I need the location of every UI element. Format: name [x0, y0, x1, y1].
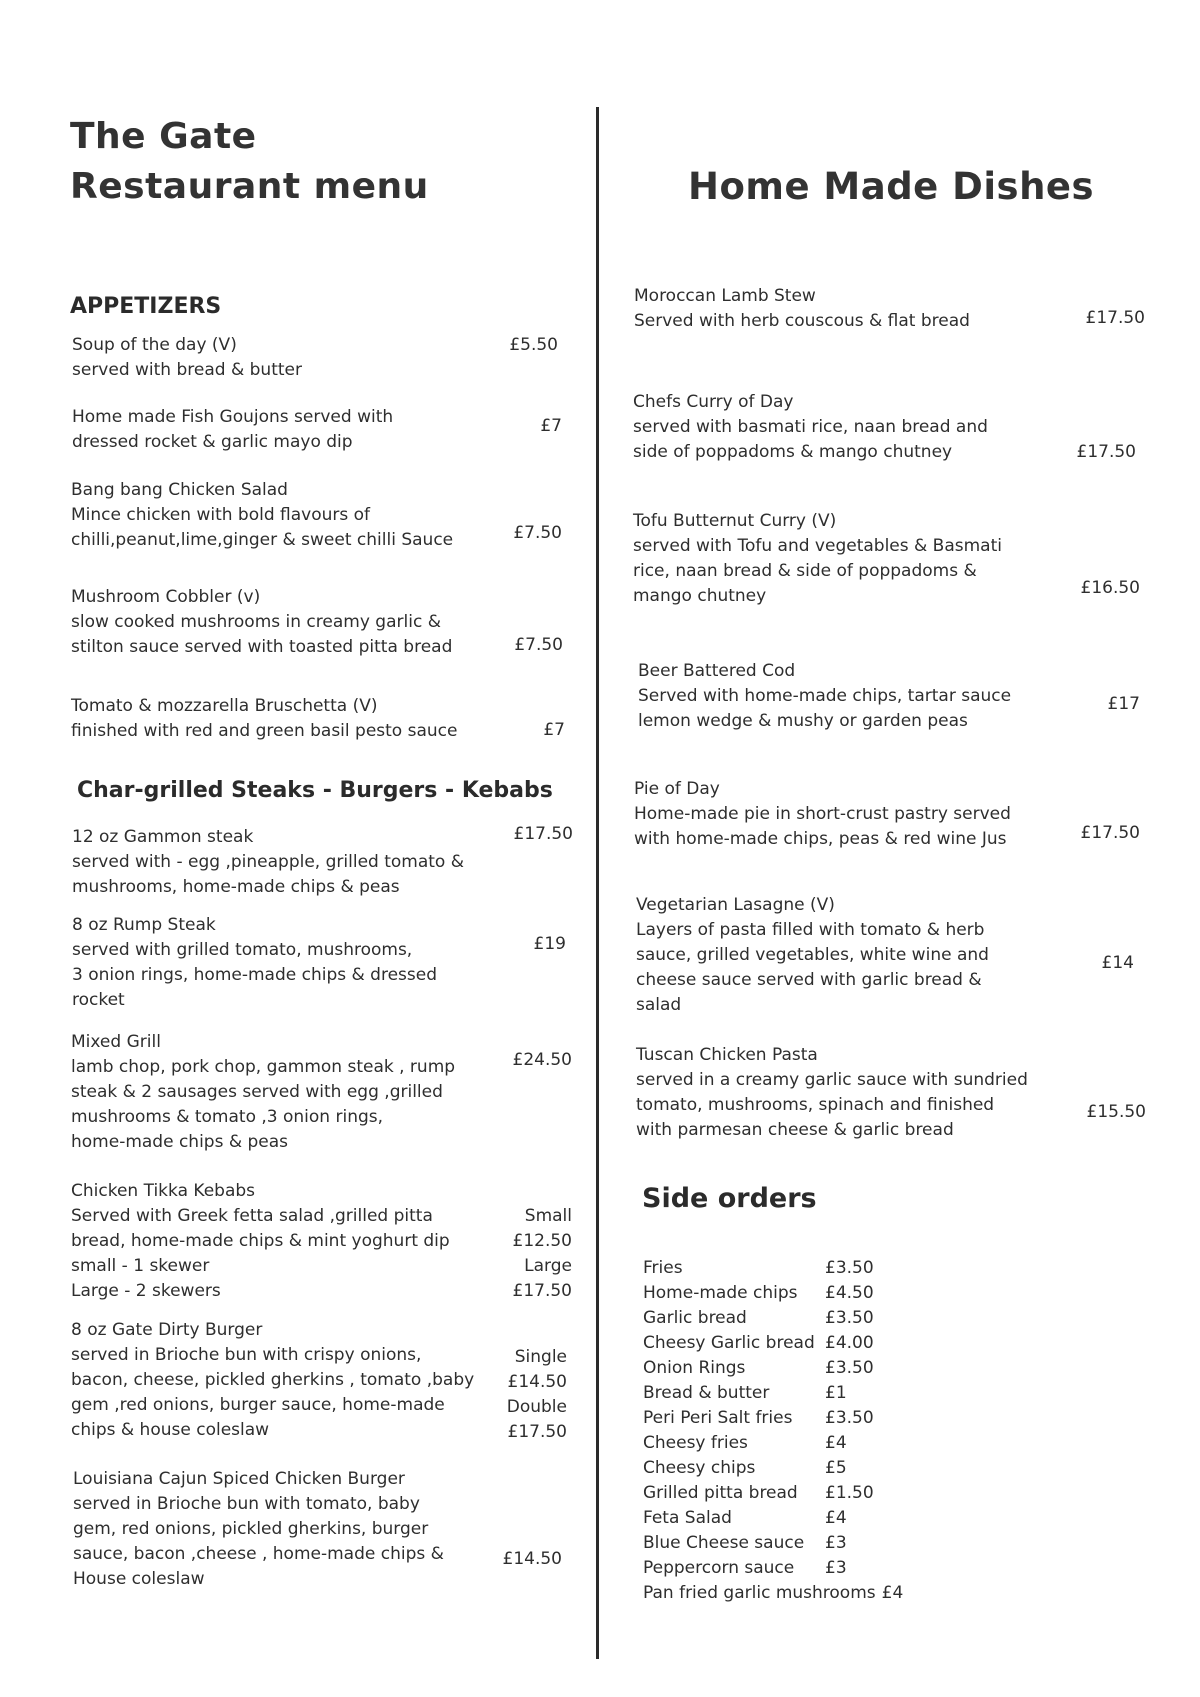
side-name: Onion Rings [643, 1358, 746, 1378]
menu-item [73, 1467, 444, 1592]
menu-item [71, 1318, 474, 1443]
item-name: 8 oz Rump Steak [72, 915, 216, 935]
item-price: £17.50 [513, 824, 573, 844]
side-item [643, 1506, 903, 1531]
item-name: Tomato & mozzarella Bruschetta (V) [71, 696, 378, 716]
side-item [643, 1256, 903, 1281]
size-price: £17.50 [512, 1281, 572, 1301]
side-price: £5 [825, 1458, 847, 1478]
item-desc: steak & 2 sausages served with egg ,grilled [71, 1082, 443, 1102]
item-name: 12 oz Gammon steak [72, 827, 254, 847]
item-desc: Mince chicken with bold flavours of [71, 505, 371, 525]
item-price-options [507, 1345, 567, 1445]
item-name: Tuscan Chicken Pasta [636, 1045, 818, 1065]
side-item [643, 1431, 903, 1456]
item-desc: served in Brioche bun with tomato, baby [73, 1494, 420, 1514]
item-desc: finished with red and green basil pesto sauce [71, 721, 458, 741]
side-price: £1.50 [825, 1483, 874, 1503]
item-name: Beer Battered Cod [638, 661, 796, 681]
item-desc: with home-made chips, peas & red wine Jus [634, 829, 1007, 849]
side-price: £4.00 [825, 1333, 874, 1353]
item-desc: gem ,red onions, burger sauce, home-made [71, 1395, 445, 1415]
item-desc: gem, red onions, pickled gherkins, burger [73, 1519, 429, 1539]
item-desc: Served with home-made chips, tartar sauce [638, 686, 1012, 706]
item-desc: with parmesan cheese & garlic bread [636, 1120, 954, 1140]
item-price: £14 [1101, 953, 1134, 973]
side-item [643, 1381, 903, 1406]
item-desc: House coleslaw [73, 1569, 205, 1589]
side-name: Cheesy chips [643, 1458, 756, 1478]
item-price: £17.50 [1085, 308, 1145, 328]
item-desc: home-made chips & peas [71, 1132, 289, 1152]
grill-heading: Char-grilled Steaks - Burgers - Kebabs [77, 778, 553, 803]
side-price: £3.50 [825, 1258, 874, 1278]
item-desc: chips & house coleslaw [71, 1420, 270, 1440]
item-name: Home made Fish Goujons served with [72, 407, 394, 427]
item-desc: sauce, grilled vegetables, white wine and [636, 945, 989, 965]
side-item [643, 1481, 903, 1506]
item-name: Vegetarian Lasagne (V) [636, 895, 835, 915]
side-item [643, 1331, 903, 1356]
menu-item [634, 777, 1011, 852]
side-name: Cheesy fries [643, 1433, 748, 1453]
menu-item [71, 585, 452, 660]
item-price: £17 [1107, 694, 1140, 714]
side-item [643, 1556, 903, 1581]
menu-item [71, 1179, 450, 1304]
menu-item [72, 405, 393, 455]
item-price: £7.50 [514, 635, 563, 655]
item-desc: slow cooked mushrooms in creamy garlic & [71, 612, 441, 632]
side-orders-list [643, 1256, 903, 1606]
item-desc: side of poppadoms & mango chutney [633, 442, 953, 462]
item-desc: sauce, bacon ,cheese , home-made chips & [73, 1544, 444, 1564]
menu-item [71, 1030, 455, 1155]
menu-item [72, 913, 437, 1013]
side-item [643, 1456, 903, 1481]
item-name: Mixed Grill [71, 1032, 161, 1052]
size-label: Large [524, 1256, 572, 1276]
item-desc: 3 onion rings, home-made chips & dressed [72, 965, 437, 985]
item-desc: lemon wedge & mushy or garden peas [638, 711, 968, 731]
item-desc: lamb chop, pork chop, gammon steak , rump [71, 1057, 456, 1077]
item-desc: salad [636, 995, 682, 1015]
side-name: Feta Salad [643, 1508, 732, 1528]
item-price: £19 [533, 934, 566, 954]
side-price: £3 [825, 1558, 847, 1578]
size-label: Small [524, 1206, 572, 1226]
item-name: Soup of the day (V) [72, 335, 237, 355]
side-item [643, 1356, 903, 1381]
item-price: £7 [540, 416, 562, 436]
item-desc: served in Brioche bun with crispy onions, [71, 1345, 422, 1365]
item-desc: stilton sauce served with toasted pitta bread [71, 637, 453, 657]
side-price: £3.50 [825, 1408, 874, 1428]
side-price: £3.50 [825, 1308, 874, 1328]
side-price: £3.50 [825, 1358, 874, 1378]
size-price: £17.50 [507, 1422, 567, 1442]
side-price: £4 [881, 1583, 904, 1603]
item-desc: mushrooms & tomato ,3 onion rings, [71, 1107, 384, 1127]
item-name: 8 oz Gate Dirty Burger [71, 1320, 263, 1340]
side-name: Garlic bread [643, 1308, 747, 1328]
item-desc: bacon, cheese, pickled gherkins , tomato ,baby [71, 1370, 475, 1390]
item-desc: rocket [72, 990, 125, 1010]
home-made-heading: Home Made Dishes [688, 165, 1095, 208]
item-desc: Large - 2 skewers [71, 1281, 221, 1301]
menu-item [636, 1043, 1028, 1143]
item-price: £17.50 [1076, 442, 1136, 462]
side-price: £4 [825, 1433, 847, 1453]
item-desc: rice, naan bread & side of poppadoms & [633, 561, 977, 581]
item-price: £15.50 [1086, 1102, 1146, 1122]
menu-item [71, 694, 457, 744]
item-desc: dressed rocket & garlic mayo dip [72, 432, 353, 452]
item-price: £7 [543, 720, 565, 740]
item-price: £7.50 [513, 523, 562, 543]
item-desc: served with Tofu and vegetables & Basmati [633, 536, 1002, 556]
side-name: Pan fried garlic mushrooms [643, 1583, 876, 1603]
item-desc: small - 1 skewer [71, 1256, 210, 1276]
menu-item [633, 390, 988, 465]
item-name: Chefs Curry of Day [633, 392, 794, 412]
item-desc: Served with herb couscous & flat bread [634, 311, 970, 331]
size-price: £14.50 [507, 1372, 567, 1392]
size-label: Double [506, 1397, 567, 1417]
item-desc: served with basmati rice, naan bread and [633, 417, 988, 437]
item-desc: served in a creamy garlic sauce with sundried [636, 1070, 1028, 1090]
item-desc: bread, home-made chips & mint yoghurt dip [71, 1231, 450, 1251]
item-desc: mushrooms, home-made chips & peas [72, 877, 400, 897]
side-name: Blue Cheese sauce [643, 1533, 805, 1553]
side-price: £4 [825, 1508, 847, 1528]
sides-heading: Side orders [642, 1183, 817, 1214]
side-price: £3 [825, 1533, 847, 1553]
menu-item [634, 284, 970, 334]
item-desc: chilli,peanut,lime,ginger & sweet chilli Sauce [71, 530, 454, 550]
item-name: Moroccan Lamb Stew [634, 286, 816, 306]
item-price-options [513, 1204, 572, 1304]
item-price: £14.50 [502, 1549, 562, 1569]
column-divider [596, 107, 599, 1659]
side-item [643, 1581, 903, 1606]
menu-item [72, 333, 302, 383]
menu-title-line-2: Restaurant menu [70, 166, 429, 207]
side-name: Home-made chips [643, 1283, 798, 1303]
item-name: Tofu Butternut Curry (V) [633, 511, 837, 531]
item-name: Bang bang Chicken Salad [71, 480, 288, 500]
menu-title [70, 112, 429, 212]
menu-item [72, 825, 464, 900]
item-price: £24.50 [512, 1050, 572, 1070]
item-desc: served with bread & butter [72, 360, 302, 380]
menu-item [636, 893, 989, 1018]
side-name: Peppercorn sauce [643, 1558, 795, 1578]
side-price: £1 [825, 1383, 847, 1403]
side-name: Bread & butter [643, 1383, 770, 1403]
side-name: Cheesy Garlic bread [643, 1333, 815, 1353]
item-desc: tomato, mushrooms, spinach and finished [636, 1095, 995, 1115]
item-name: Mushroom Cobbler (v) [71, 587, 261, 607]
item-name: Chicken Tikka Kebabs [71, 1181, 256, 1201]
item-name: Louisiana Cajun Spiced Chicken Burger [73, 1469, 405, 1489]
side-name: Fries [643, 1258, 683, 1278]
side-name: Grilled pitta bread [643, 1483, 798, 1503]
item-desc: cheese sauce served with garlic bread & [636, 970, 982, 990]
size-label: Single [514, 1347, 567, 1367]
item-price: £17.50 [1080, 823, 1140, 843]
item-name: Pie of Day [634, 779, 720, 799]
side-item [643, 1306, 903, 1331]
appetizers-heading: APPETIZERS [70, 294, 222, 319]
side-price: £4.50 [825, 1283, 874, 1303]
menu-title-line-1: The Gate [70, 116, 257, 157]
item-desc: Layers of pasta filled with tomato & herb [636, 920, 985, 940]
menu-item [71, 478, 453, 553]
item-price: £5.50 [509, 335, 558, 355]
menu-item [638, 659, 1011, 734]
item-desc: served with - egg ,pineapple, grilled tomato & [72, 852, 464, 872]
side-name: Peri Peri Salt fries [643, 1408, 793, 1428]
side-item [643, 1531, 903, 1556]
item-desc: Served with Greek fetta salad ,grilled pitta [71, 1206, 433, 1226]
side-item [643, 1406, 903, 1431]
item-price: £16.50 [1080, 578, 1140, 598]
item-desc: Home-made pie in short-crust pastry served [634, 804, 1011, 824]
menu-item [633, 509, 1002, 609]
size-price: £12.50 [512, 1231, 572, 1251]
item-desc: mango chutney [633, 586, 767, 606]
side-item [643, 1281, 903, 1306]
item-desc: served with grilled tomato, mushrooms, [72, 940, 413, 960]
